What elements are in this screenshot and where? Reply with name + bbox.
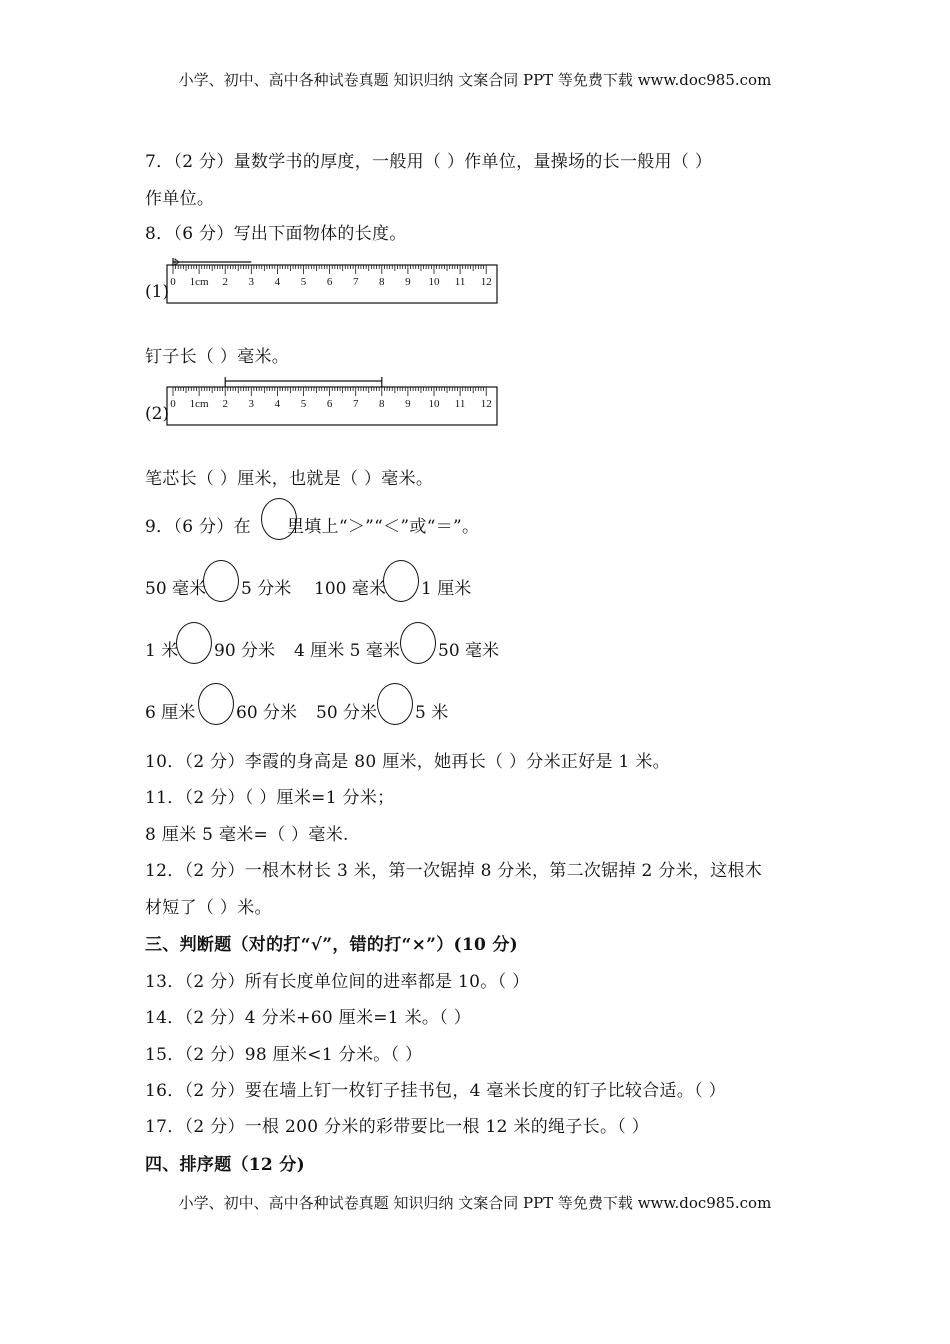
q9-row2-c: 4 厘米 5 毫米 <box>294 641 400 661</box>
ruler-tick-label: 2 <box>222 276 228 288</box>
ruler-tick-label: 5 <box>300 276 307 288</box>
ruler-tick-label: 4 <box>274 398 281 410</box>
question-13: 13．（2 分）所有长度单位间的进率都是 10。（ ） <box>145 972 530 992</box>
q9-row3-a: 6 厘米 <box>145 703 196 723</box>
question-17: 17．（2 分）一根 200 分米的彩带要比一根 12 米的绳子长。（ ） <box>145 1117 650 1137</box>
compare-circle-example <box>261 498 297 540</box>
ruler-tick-label: 4 <box>274 276 281 288</box>
ruler-tick-label: 9 <box>405 276 411 288</box>
q9-row3-c: 50 分米 <box>316 703 378 723</box>
q9-row3-d: 5 米 <box>415 703 449 723</box>
question-12-line-1: 12．（2 分）一根木材长 3 米，第一次锯掉 8 分米，第二次锯掉 2 分米，这根木 <box>145 861 763 881</box>
ruler-tick-label: 5 <box>300 398 307 410</box>
ruler-tick-label: 11 <box>454 276 466 288</box>
ruler-tick-label: 7 <box>352 398 359 410</box>
question-7-line-2: 作单位。 <box>145 189 215 209</box>
ruler-tick-label: 11 <box>454 398 466 410</box>
question-9-stem-b: 里填上“＞”“＜”或“＝”。 <box>286 517 480 537</box>
compare-circle[interactable] <box>377 683 413 725</box>
question-14: 14．（2 分）4 分米+60 厘米=1 米。（ ） <box>145 1008 472 1028</box>
q9-row1-c: 100 毫米 <box>314 579 386 599</box>
q9-row1-d: 1 厘米 <box>421 579 472 599</box>
ruler-tick-label: 6 <box>326 398 333 410</box>
compare-circle[interactable] <box>176 622 212 664</box>
question-8-answer-2: 笔芯长（ ）厘米，也就是（ ）毫米。 <box>145 469 434 489</box>
ruler-tick-label: 12 <box>480 276 492 288</box>
ruler-1-label: (1) <box>145 282 170 302</box>
question-8-answer-1: 钉子长（ ）毫米。 <box>145 347 290 367</box>
question-11-line-1: 11．（2 分）（ ）厘米=1 分米； <box>145 788 395 808</box>
q9-row1-b: 5 分米 <box>241 579 292 599</box>
ruler-2-label: (2) <box>145 404 170 424</box>
ruler-tick-label: 0 <box>170 276 176 288</box>
page-footer: 小学、初中、高中各种试卷真题 知识归纳 文案合同 PPT 等免费下载 www.doc985.com <box>178 1194 772 1212</box>
q9-row2-d: 50 毫米 <box>438 641 500 661</box>
compare-circle[interactable] <box>198 683 234 725</box>
ruler-tick-label: 2 <box>222 398 228 410</box>
ruler-tick-label: 10 <box>428 398 440 410</box>
q9-row3-b: 60 分米 <box>236 703 298 723</box>
section-3-heading: 三、判断题（对的打“√”，错的打“×”）(10 分) <box>145 935 518 955</box>
section-4-heading: 四、排序题（12 分) <box>145 1155 305 1175</box>
ruler-tick-label: 6 <box>326 276 333 288</box>
ruler-tick-label: 7 <box>352 276 359 288</box>
q9-row2-a: 1 米 <box>145 641 179 661</box>
question-16: 16．（2 分）要在墙上钉一枚钉子挂书包，4 毫米长度的钉子比较合适。（ ） <box>145 1081 726 1101</box>
question-15: 15．（2 分）98 厘米<1 分米。（ ） <box>145 1045 423 1065</box>
ruler-1-svg <box>165 250 525 310</box>
ruler-2-svg <box>165 372 525 432</box>
ruler-tick-label: 9 <box>405 398 411 410</box>
ruler-tick-label: 1cm <box>189 398 209 410</box>
compare-circle[interactable] <box>383 560 419 602</box>
question-8-stem: 8．（6 分）写出下面物体的长度。 <box>145 224 407 244</box>
q9-row1-a: 50 毫米 <box>145 579 207 599</box>
ruler-tick-label: 8 <box>379 398 385 410</box>
compare-circle[interactable] <box>400 622 436 664</box>
ruler-tick-label: 8 <box>379 276 385 288</box>
question-7-line-1: 7．（2 分）量数学书的厚度，一般用（ ）作单位，量操场的长一般用（ ） <box>145 152 713 172</box>
question-12-line-2: 材短了（ ）米。 <box>145 898 272 918</box>
page-header: 小学、初中、高中各种试卷真题 知识归纳 文案合同 PPT 等免费下载 www.doc985.com <box>178 71 772 89</box>
question-11-line-2: 8 厘米 5 毫米=（ ）毫米. <box>145 825 349 845</box>
question-9-stem <box>145 512 479 537</box>
ruler-tick-label: 3 <box>248 276 255 288</box>
question-10: 10．（2 分）李霞的身高是 80 厘米，她再长（ ）分米正好是 1 米。 <box>145 752 670 772</box>
ruler-tick-label: 0 <box>170 398 176 410</box>
ruler-tick-label: 3 <box>248 398 255 410</box>
q9-row2-b: 90 分米 <box>214 641 276 661</box>
ruler-tick-label: 12 <box>480 398 492 410</box>
question-9-stem-a: 9．（6 分）在 <box>145 517 251 537</box>
compare-circle[interactable] <box>203 560 239 602</box>
ruler-tick-label: 1cm <box>189 276 209 288</box>
ruler-tick-label: 10 <box>428 276 440 288</box>
